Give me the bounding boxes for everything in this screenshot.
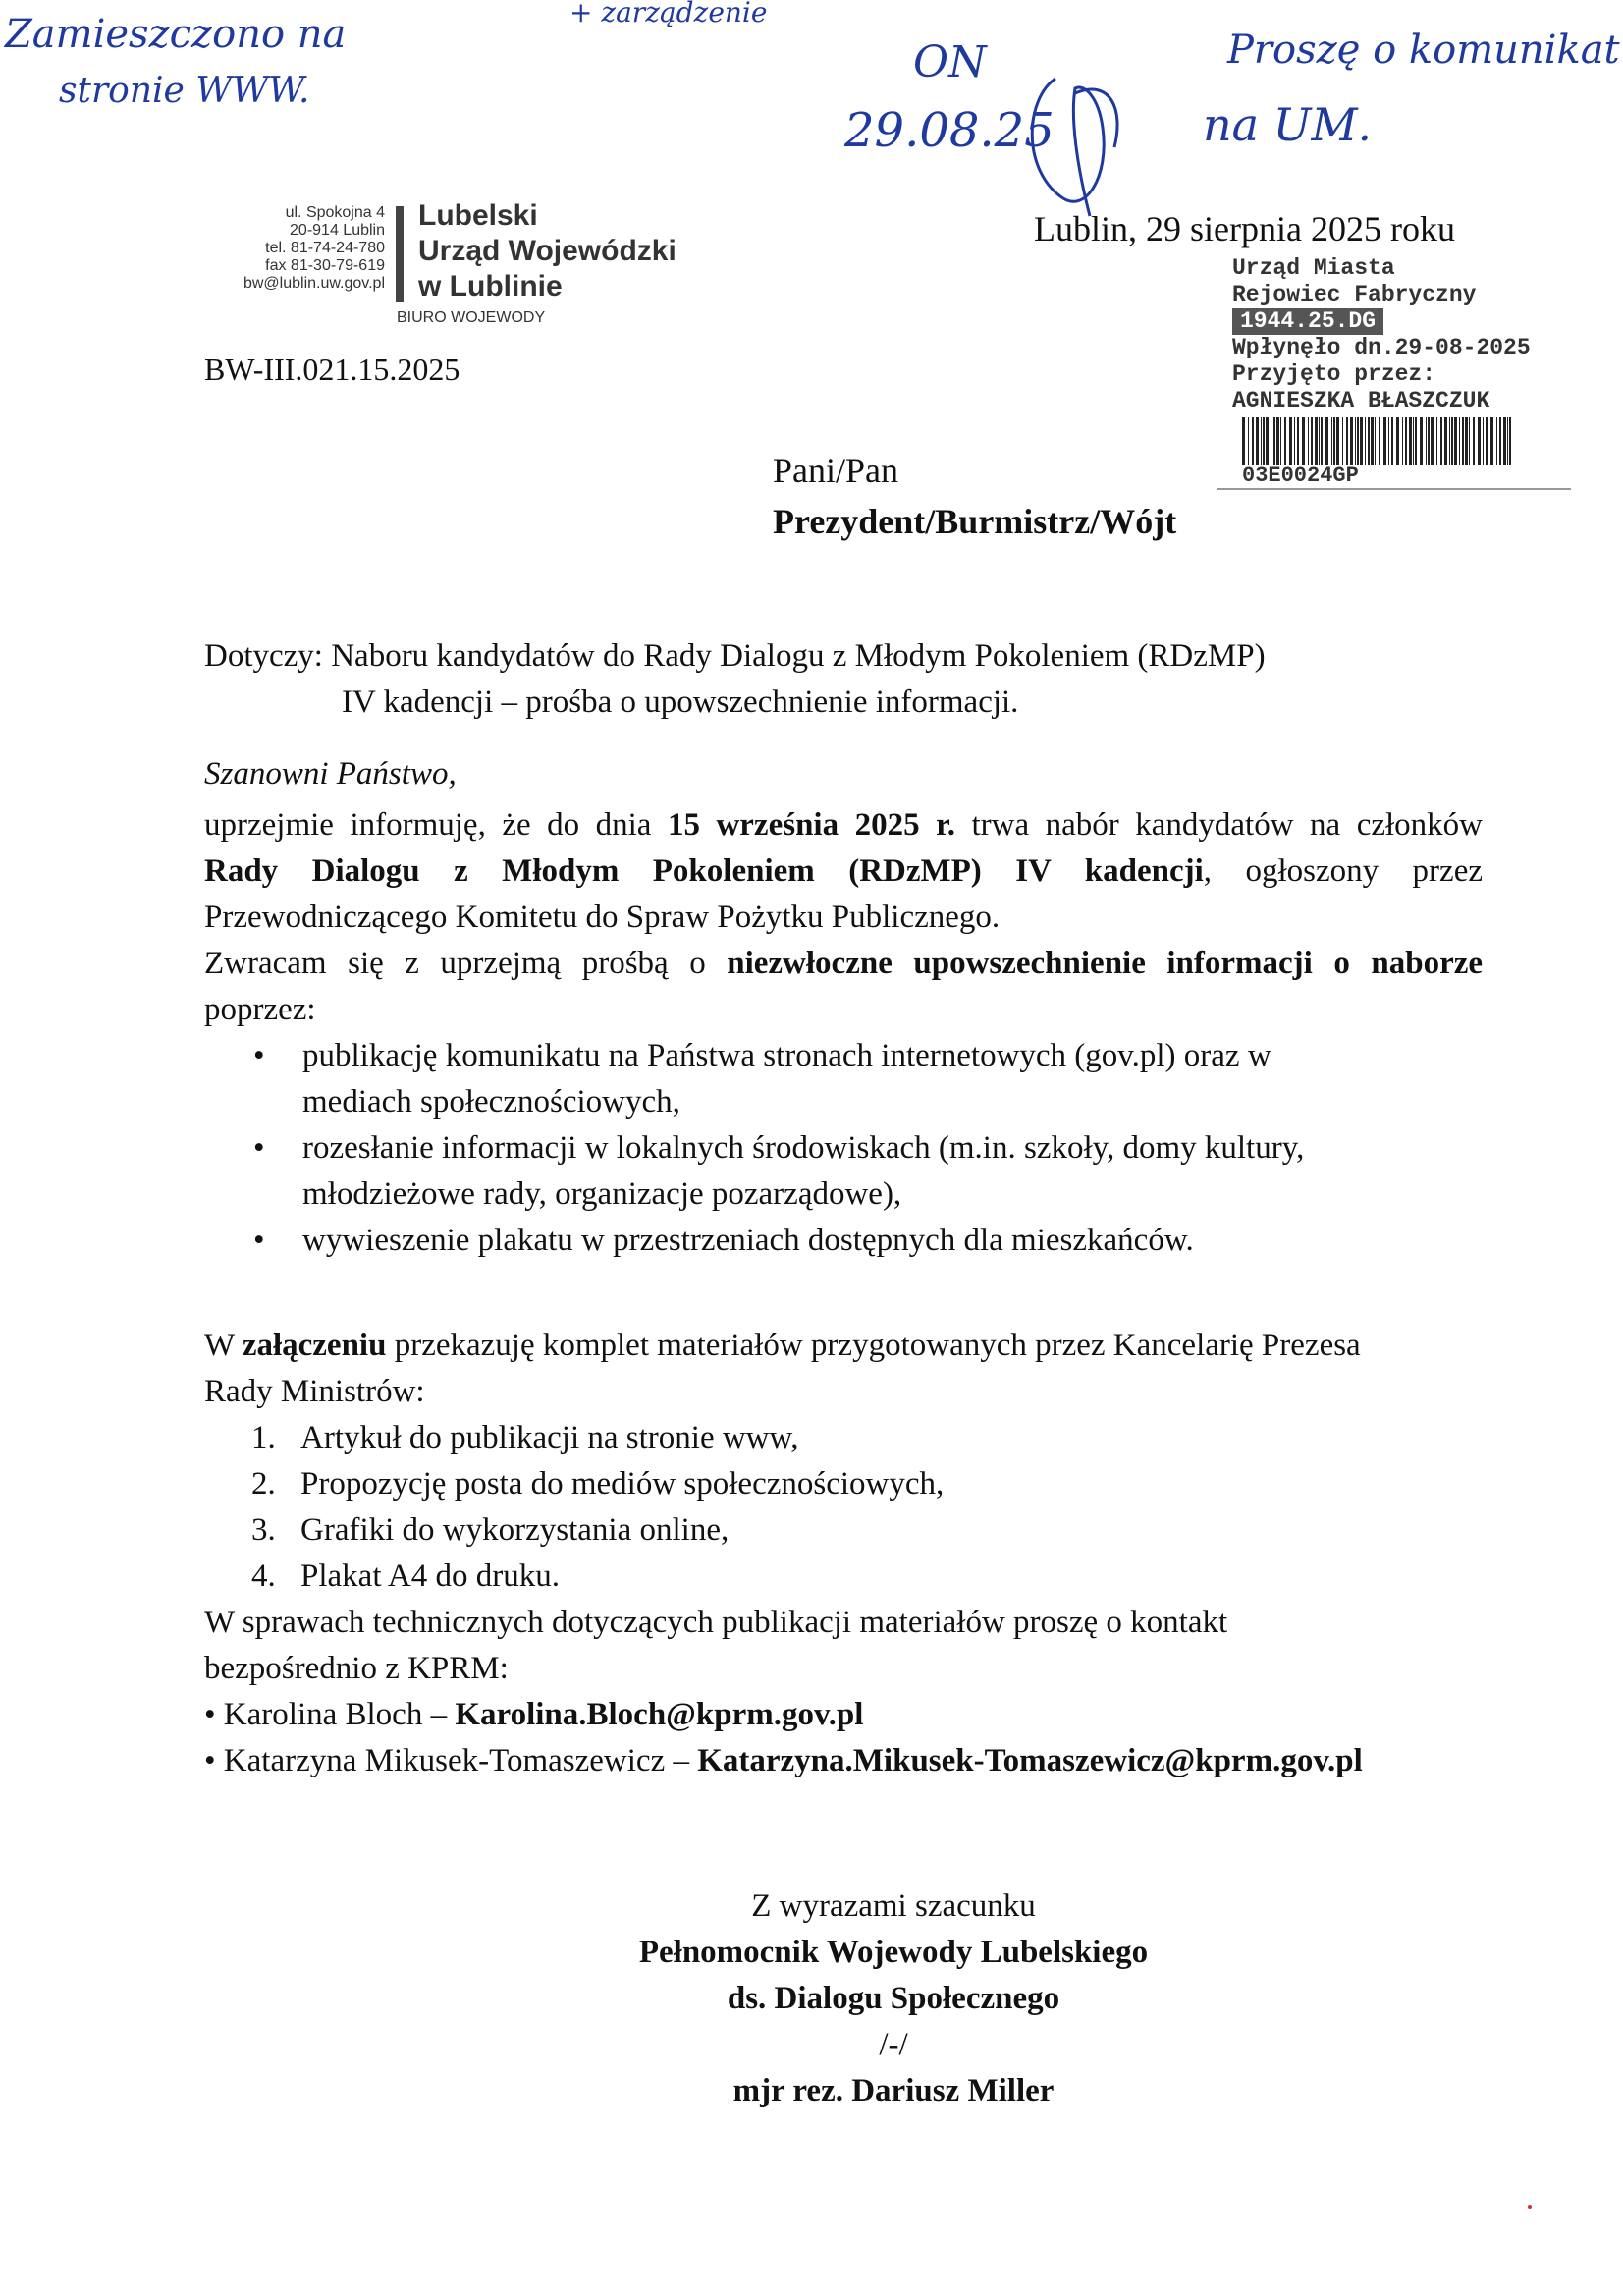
- barcode-bar: [1276, 417, 1279, 465]
- paragraph-intro: [204, 802, 1483, 1033]
- bullet-icon: •: [253, 1130, 265, 1166]
- contact-name: • Katarzyna Mikusek-Tomaszewicz –: [204, 1743, 698, 1778]
- list-item-text: Grafiki do wykorzystania online,: [300, 1512, 730, 1548]
- paragraph-attachments: [204, 1323, 1483, 1415]
- barcode-bar: [1415, 417, 1417, 465]
- barcode-bar: [1496, 417, 1497, 465]
- barcode-bar: [1391, 417, 1393, 465]
- barcode-bar: [1451, 417, 1453, 465]
- text-run: trwa nabór kandydatów na członków: [954, 807, 1483, 843]
- attachment-list: [204, 1415, 944, 1600]
- list-item-text: Plakat A4 do druku.: [300, 1558, 560, 1594]
- list-number: 3.: [251, 1512, 276, 1548]
- paragraph-line: poprzez:: [204, 992, 316, 1027]
- closing-signature-block: [589, 1884, 1198, 2114]
- barcode-bar: [1483, 417, 1484, 465]
- barcode-bar: [1331, 417, 1332, 465]
- barcode-bar: [1325, 417, 1328, 465]
- closing-regards: Z wyrazami szacunku: [751, 1888, 1036, 1924]
- paragraph-line: W sprawach technicznych dotyczących publikacji materiałów proszę o kontakt: [204, 1605, 1228, 1640]
- deadline: 15 września 2025 r.: [667, 807, 955, 843]
- address-line: fax 81-30-79-619: [265, 257, 385, 274]
- paragraph-line: Przewodniczącego Komitetu do Spraw Pożytku Publicznego.: [204, 900, 1001, 935]
- paragraph-line: Rady Ministrów:: [204, 1374, 425, 1409]
- barcode-bar: [1336, 417, 1339, 465]
- barcode-bar: [1294, 417, 1295, 465]
- stamp-line: Urząd Miasta: [1232, 255, 1395, 281]
- letterhead-title-line: Urząd Wojewódzki: [418, 235, 676, 267]
- handwritten-note-um: na UM.: [1203, 98, 1373, 151]
- barcode-bar: [1459, 417, 1460, 465]
- letterhead-title-line: w Lublinie: [418, 270, 563, 302]
- barcode-bar: [1360, 417, 1363, 465]
- list-item: [204, 1507, 944, 1554]
- barcode-bar: [1490, 417, 1493, 465]
- stamp-accepted-label: Przyjęto przez:: [1232, 361, 1436, 387]
- contact-item: [204, 1692, 1363, 1738]
- address-line: 20-914 Lublin: [290, 222, 385, 239]
- barcode-bar: [1252, 417, 1254, 465]
- handwritten-note-published: Zamieszczono na: [5, 12, 347, 57]
- barcode-bar: [1280, 417, 1281, 465]
- list-item-text: Artykuł do publikacji na stronie www,: [300, 1420, 799, 1455]
- barcode-bar: [1284, 417, 1286, 465]
- stamp-accepted-by: AGNIESZKA BŁASZCZUK: [1232, 388, 1490, 413]
- list-item: [204, 1125, 1510, 1218]
- barcode-bar: [1388, 417, 1389, 465]
- list-item: [204, 1218, 1510, 1264]
- barcode-bar: [1311, 417, 1313, 465]
- barcode-bar: [1405, 417, 1407, 465]
- paragraph-line: [204, 941, 1483, 987]
- list-item-line: rozesłanie informacji w lokalnych środowiskach (m.in. szkoły, domy kultury,: [302, 1130, 1305, 1166]
- barcode-bar: [1357, 417, 1359, 465]
- stamp-line: Rejowiec Fabryczny: [1232, 282, 1477, 307]
- subject: [204, 633, 1266, 726]
- contact-email[interactable]: Karolina.Bloch@kprm.gov.pl: [455, 1697, 864, 1732]
- letterhead-title-line: Lubelski: [418, 199, 538, 232]
- barcode-bar: [1297, 417, 1299, 465]
- barcode-bar: [1256, 417, 1259, 465]
- barcode-bar: [1465, 417, 1468, 465]
- list-item-line: mediach społecznościowych,: [302, 1084, 680, 1120]
- barcode-bar: [1248, 417, 1249, 465]
- barcode-bar: [1462, 417, 1464, 465]
- barcode-bar: [1333, 417, 1335, 465]
- barcode: [1242, 417, 1515, 465]
- list-number: 4.: [251, 1558, 276, 1594]
- address-line: bw@lublin.uw.gov.pl: [243, 275, 385, 292]
- barcode-bar: [1413, 417, 1414, 465]
- barcode-bar: [1315, 417, 1318, 465]
- city-date: Lublin, 29 sierpnia 2025 roku: [1034, 209, 1455, 248]
- barcode-bar: [1379, 417, 1380, 465]
- stamp-divider: [1217, 488, 1571, 490]
- barcode-bar: [1402, 417, 1403, 465]
- text-run: przekazuję komplet materiałów przygotowanych przez Kancelarię Prezesa: [386, 1328, 1361, 1363]
- handwritten-date: 29.08.25: [844, 103, 1055, 158]
- barcode-bar: [1368, 417, 1370, 465]
- barcode-bar: [1365, 417, 1366, 465]
- text-run: Zwracam się z uprzejmą prośbą o: [204, 946, 728, 981]
- signatory-role-detail: ds. Dialogu Społecznego: [727, 1981, 1060, 2016]
- list-item-line: wywieszenie plakatu w przestrzeniach dostępnych dla mieszkańców.: [302, 1223, 1194, 1258]
- barcode-bar: [1507, 417, 1508, 465]
- greeting: Szanowni Państwo,: [204, 756, 457, 792]
- subject-line: IV kadencji – prośba o upowszechnienie informacji.: [342, 684, 1019, 720]
- barcode-bar: [1499, 417, 1501, 465]
- attachment-emphasis: załączeniu: [242, 1328, 387, 1363]
- list-item: [204, 1554, 944, 1600]
- signatory-role: Pełnomocnik Wojewody Lubelskiego: [638, 1935, 1149, 1970]
- bullet-icon: •: [253, 1038, 265, 1073]
- contact-email[interactable]: Katarzyna.Mikusek-Tomaszewicz@kprm.gov.pl: [697, 1743, 1363, 1778]
- barcode-bar: [1375, 417, 1376, 465]
- registry-stamp: [1232, 255, 1531, 414]
- contact-list: [204, 1692, 1363, 1784]
- address-line: tel. 81-74-24-780: [265, 240, 385, 256]
- list-number: 1.: [251, 1420, 276, 1455]
- barcode-bar: [1396, 417, 1399, 465]
- stamp-received: Wpłynęło dn.29-08-2025: [1232, 335, 1531, 360]
- barcode-bar: [1440, 417, 1442, 465]
- signed-mark: /-/: [879, 2027, 908, 2062]
- handwritten-note-on: ON: [913, 37, 987, 87]
- paragraph-contact: [204, 1600, 1483, 1692]
- barcode-bar: [1342, 417, 1343, 465]
- handwritten-note-ordinance: + zarządzenie: [569, 0, 768, 28]
- list-item-line: młodzieżowe rady, organizacje pozarządowe),: [302, 1176, 902, 1212]
- address-line: ul. Spokojna 4: [285, 204, 385, 221]
- barcode-bar: [1428, 417, 1430, 465]
- barcode-bar: [1436, 417, 1437, 465]
- handwritten-note-www: stronie WWW.: [59, 71, 310, 111]
- page-mark: [1528, 2205, 1532, 2209]
- text-run: W: [204, 1328, 243, 1363]
- list-item-line: publikację komunikatu na Państwa stronach internetowych (gov.pl) oraz w: [302, 1038, 1271, 1073]
- signatory-name: mjr rez. Dariusz Miller: [732, 2073, 1055, 2108]
- reference-number: BW-III.021.15.2025: [204, 352, 460, 387]
- barcode-bar: [1321, 417, 1323, 465]
- barcode-bar: [1273, 417, 1275, 465]
- contact-item: [204, 1738, 1363, 1784]
- barcode-bar: [1444, 417, 1447, 465]
- barcode-bar: [1346, 417, 1348, 465]
- list-item-text: Propozycję posta do mediów społecznościowych,: [300, 1466, 945, 1502]
- barcode-bar: [1319, 417, 1320, 465]
- addressee-salutation: Pani/Pan: [773, 451, 899, 490]
- paragraph-line: [204, 802, 1483, 848]
- list-item: [204, 1461, 944, 1507]
- barcode-bar: [1503, 417, 1506, 465]
- letterhead-title: [418, 198, 676, 304]
- barcode-bar: [1449, 417, 1450, 465]
- barcode-bar: [1308, 417, 1309, 465]
- barcode-bar: [1473, 417, 1475, 465]
- registry-number: 1944.25.DG: [1232, 308, 1383, 335]
- bullet-list: [204, 1033, 1510, 1264]
- barcode-bar: [1302, 417, 1305, 465]
- subject-line: Dotyczy: Naboru kandydatów do Rady Dialogu z Młodym Pokoleniem (RDzMP): [204, 638, 1266, 674]
- barcode-bar: [1486, 417, 1488, 465]
- barcode-bar: [1469, 417, 1470, 465]
- text-run: , ogłoszony przez: [1203, 853, 1483, 889]
- letterhead-subtitle: BIURO WOJEWODY: [397, 309, 546, 326]
- list-number: 2.: [251, 1466, 276, 1502]
- list-item: [204, 1033, 1510, 1125]
- barcode-bar: [1355, 417, 1356, 465]
- barcode-bar: [1261, 417, 1262, 465]
- contact-name: • Karolina Bloch –: [204, 1697, 456, 1732]
- paragraph-line: [204, 848, 1483, 895]
- barcode-bar: [1263, 417, 1265, 465]
- barcode-bar: [1509, 417, 1511, 465]
- barcode-bar: [1478, 417, 1481, 465]
- barcode-bar: [1420, 417, 1423, 465]
- barcode-bar: [1266, 417, 1269, 465]
- barcode-bar: [1289, 417, 1292, 465]
- barcode-bar: [1242, 417, 1245, 465]
- barcode-bar: [1409, 417, 1412, 465]
- letterhead-divider: [396, 206, 404, 302]
- barcode-text: 03E0024GP: [1242, 464, 1359, 488]
- addressee-title: Prezydent/Burmistrz/Wójt: [773, 502, 1177, 541]
- bullet-icon: •: [253, 1223, 265, 1258]
- barcode-bar: [1454, 417, 1457, 465]
- request-emphasis: niezwłoczne upowszechnienie informacji o naborze: [727, 946, 1484, 981]
- paragraph-line: bezpośrednio z KPRM:: [204, 1651, 509, 1686]
- barcode-bar: [1383, 417, 1386, 465]
- paragraph-line: [204, 1323, 1483, 1369]
- barcode-bar: [1371, 417, 1374, 465]
- barcode-bar: [1350, 417, 1353, 465]
- list-item: [204, 1415, 944, 1461]
- barcode-bar: [1431, 417, 1434, 465]
- barcode-bar: [1426, 417, 1427, 465]
- council-name: Rady Dialogu z Młodym Pokoleniem (RDzMP) IV kadencji: [204, 853, 1204, 889]
- handwritten-note-request: Proszę o komunikat: [1227, 27, 1620, 73]
- letterhead-address: [152, 204, 385, 293]
- handwritten-signature: [1016, 59, 1144, 226]
- text-run: uprzejmie informuję, że do dnia: [204, 807, 668, 843]
